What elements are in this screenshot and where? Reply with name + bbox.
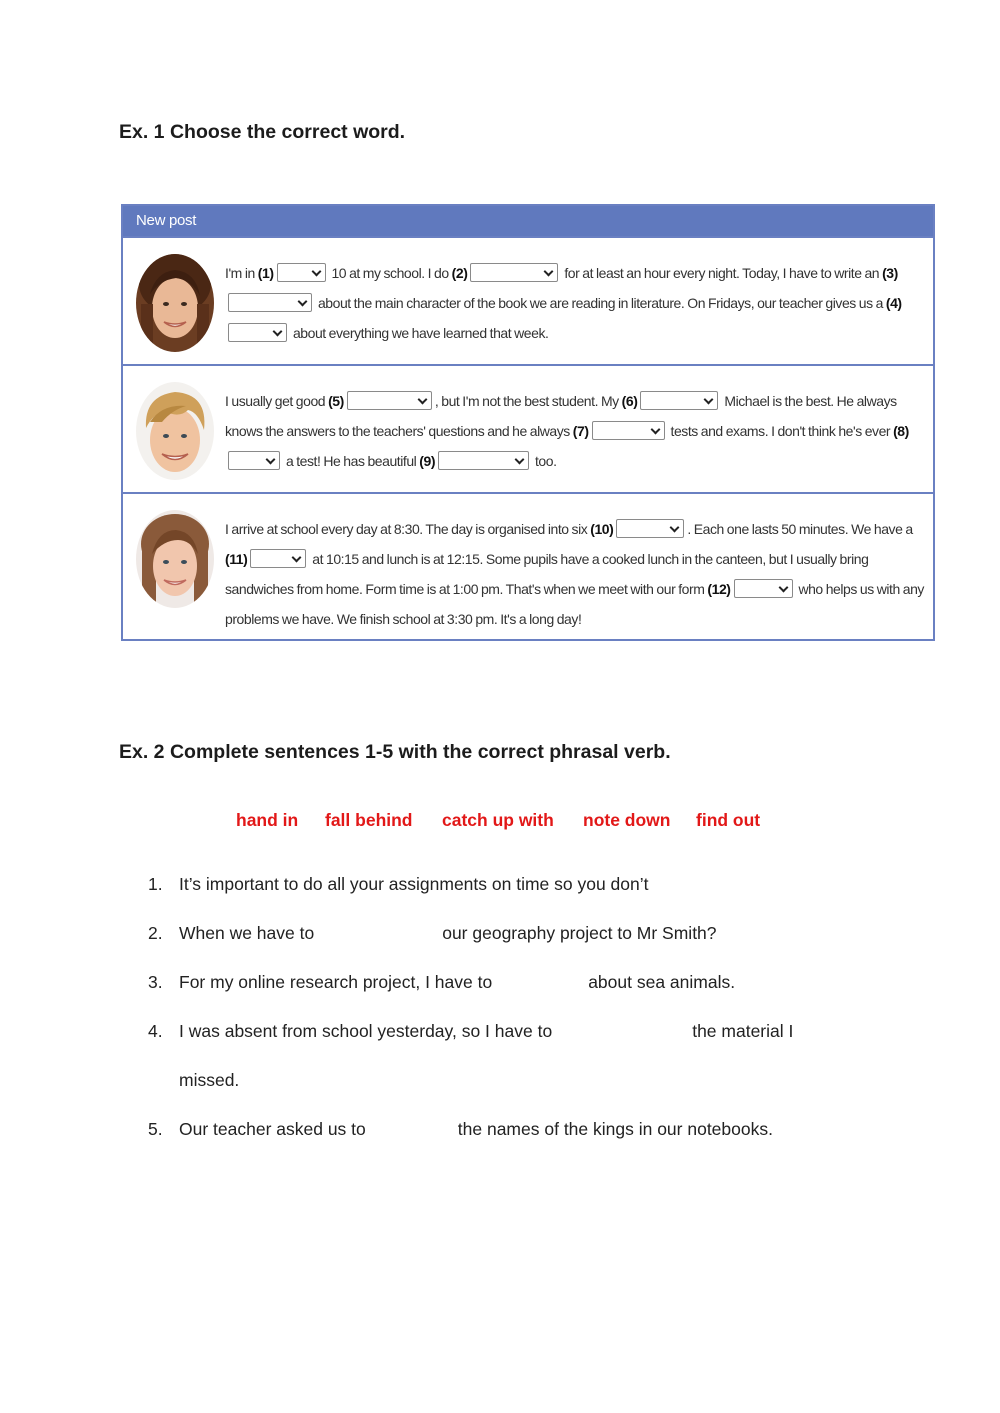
sentence-text	[179, 1070, 239, 1091]
sentence-text	[179, 874, 649, 895]
sentence-after: our geography project to Mr Smith?	[442, 923, 717, 943]
text: a test! He has beautiful	[283, 453, 420, 469]
girl-light-brown-hair-avatar	[136, 510, 214, 608]
text: too.	[532, 453, 557, 469]
post-2	[123, 364, 933, 492]
exercise-2-title: Ex. 2 Complete sentences 1-5 with the correct phrasal verb.	[119, 741, 671, 763]
text: tests and exams. I don't think he's ever	[667, 423, 894, 439]
text: . Each one lasts 50 minutes. We have a	[687, 521, 913, 537]
gap-number-3: (3)	[882, 265, 898, 281]
gap-number-8: (8)	[893, 423, 909, 439]
sentence-number: 1.	[148, 874, 163, 894]
gap-number-10: (10)	[590, 521, 614, 537]
gap-number-5: (5)	[328, 393, 344, 409]
girl-brown-hair-avatar	[136, 254, 214, 352]
dropdown-4[interactable]	[228, 323, 287, 342]
sentence-text	[179, 1021, 793, 1042]
sentence-text	[179, 923, 717, 944]
boy-blond-hair-avatar	[136, 382, 214, 480]
post-2-text	[225, 386, 925, 476]
text: Michael is the best. He always knows the answers to the teachers' questions and he always	[225, 393, 897, 439]
sentence-text	[179, 1119, 773, 1140]
post-1	[123, 236, 933, 364]
sentence-text	[179, 972, 735, 993]
dropdown-2[interactable]	[470, 263, 558, 282]
dropdown-5[interactable]	[347, 391, 432, 410]
dropdown-7[interactable]	[592, 421, 665, 440]
text: , but I'm not the best student. My	[434, 393, 622, 409]
gap-number-2: (2)	[451, 265, 468, 281]
word-bank-item: catch up with	[442, 810, 554, 830]
dropdown-3[interactable]	[228, 293, 312, 312]
sentence-1	[148, 874, 928, 900]
text: I'm in	[225, 265, 258, 281]
sentence-before: When we have to	[179, 923, 315, 943]
dropdown-9[interactable]	[438, 451, 529, 470]
gap-number-9: (9)	[419, 453, 436, 469]
gap-number-4: (4)	[885, 295, 902, 311]
sentence-number: 4.	[148, 1021, 163, 1041]
panel-header: New post	[123, 206, 933, 236]
sentence-after: about sea animals.	[588, 972, 736, 992]
sentence-number: 3.	[148, 972, 163, 992]
word-bank-item: fall behind	[325, 810, 413, 830]
post-3-text	[225, 514, 925, 634]
gap-number-6: (6)	[621, 393, 638, 409]
sentence-after: the names of the kings in our notebooks.	[457, 1119, 773, 1139]
dropdown-8[interactable]	[228, 451, 280, 470]
text: I arrive at school every day at 8:30. The day is organised into six	[225, 521, 591, 537]
dropdown-1[interactable]	[277, 263, 326, 282]
gap-number-7: (7)	[572, 423, 589, 439]
text: for at least an hour every night. Today, I have to write an	[561, 265, 883, 281]
sentence-5	[148, 1119, 928, 1145]
sentence-4-continued	[148, 1070, 928, 1096]
sentence-2	[148, 923, 928, 949]
sentence-after: the material I	[692, 1021, 794, 1041]
gap-number-1: (1)	[257, 265, 274, 281]
word-bank	[0, 810, 1000, 834]
new-post-panel	[121, 204, 935, 641]
sentence-before: I was absent from school yesterday, so I have to	[179, 1021, 553, 1041]
dropdown-6[interactable]	[640, 391, 718, 410]
text: who helps us with any problems we have. We finish school at 3:30 pm. It's a long day!	[225, 581, 924, 627]
text: 10 at my school. I do	[328, 265, 452, 281]
post-3	[123, 492, 933, 627]
sentence-before: It’s important to do all your assignments on time so you don’t	[179, 874, 649, 894]
sentence-before: missed.	[179, 1070, 240, 1090]
sentence-number: 2.	[148, 923, 163, 943]
word-bank-item: hand in	[236, 810, 299, 830]
text: about everything we have learned that week.	[290, 325, 549, 341]
text: about the main character of the book we are reading in literature. On Fridays, our teacher gives us a	[315, 295, 886, 311]
gap-number-12: (12)	[707, 581, 731, 597]
exercise-1-title: Ex. 1 Choose the correct word.	[119, 121, 406, 143]
dropdown-12[interactable]	[734, 579, 793, 598]
sentence-4	[148, 1021, 928, 1047]
text: at 10:15 and lunch is at 12:15. Some pupils have a cooked lunch in the canteen, but I usually bring sandwiches from home. Form time is at 1:00 pm. That's when we meet with our form	[225, 551, 869, 597]
dropdown-11[interactable]	[250, 549, 306, 568]
gap-number-11: (11)	[225, 551, 248, 567]
text: I usually get good	[225, 393, 329, 409]
word-bank-item: note down	[583, 810, 671, 830]
sentence-before: Our teacher asked us to	[179, 1119, 366, 1139]
word-bank-item: find out	[696, 810, 761, 830]
dropdown-10[interactable]	[616, 519, 684, 538]
sentence-number: 5.	[148, 1119, 163, 1139]
sentence-3	[148, 972, 928, 998]
sentence-before: For my online research project, I have to	[179, 972, 493, 992]
post-1-text	[225, 258, 925, 348]
